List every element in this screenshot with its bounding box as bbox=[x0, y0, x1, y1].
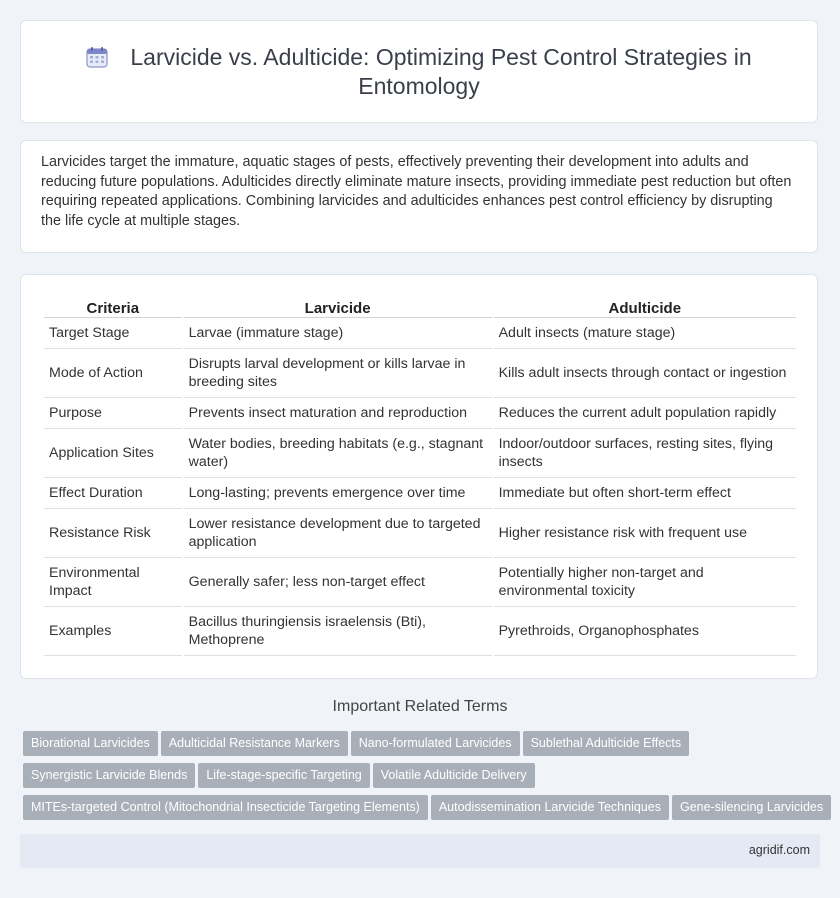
cell-larvicide: Generally safer; less non-target effect bbox=[184, 558, 492, 607]
cell-adulticide: Potentially higher non-target and environmental toxicity bbox=[494, 558, 796, 607]
table-row bbox=[44, 318, 796, 349]
related-term-tag[interactable]: Biorational Larvicides bbox=[23, 731, 158, 756]
intro-paragraph: Larvicides target the immature, aquatic stages of pests, effectively preventing their development into adults and reducing future populations. Adulticides directly eliminate mature insects, providing immediate pest reduction but often requiring repeated applications. Combining larvicides and adulticides enhances pest control efficiency by disrupting the life cycle at multiple stages. bbox=[41, 154, 792, 229]
cell-adulticide: Higher resistance risk with frequent use bbox=[494, 509, 796, 558]
cell-criteria: Application Sites bbox=[44, 429, 182, 478]
cell-adulticide: Adult insects (mature stage) bbox=[494, 318, 796, 349]
related-term-tag[interactable]: Nano-formulated Larvicides bbox=[351, 731, 520, 756]
cell-adulticide: Pyrethroids, Organophosphates bbox=[494, 607, 796, 656]
cell-adulticide: Indoor/outdoor surfaces, resting sites, flying insects bbox=[494, 429, 796, 478]
header-larvicide: Larvicide bbox=[184, 291, 492, 318]
related-term-tag[interactable]: Adulticidal Resistance Markers bbox=[161, 731, 348, 756]
cell-criteria: Mode of Action bbox=[44, 349, 182, 398]
table-row bbox=[44, 349, 796, 398]
cell-criteria: Resistance Risk bbox=[44, 509, 182, 558]
table-header-row bbox=[44, 291, 796, 318]
comparison-card bbox=[20, 274, 818, 679]
related-terms-list bbox=[23, 731, 823, 827]
table-row bbox=[44, 398, 796, 429]
related-term-tag[interactable]: MITEs-targeted Control (Mitochondrial Insecticide Targeting Elements) bbox=[23, 795, 428, 820]
page-title bbox=[21, 43, 817, 101]
cell-criteria: Purpose bbox=[44, 398, 182, 429]
related-term-tag[interactable]: Synergistic Larvicide Blends bbox=[23, 763, 195, 788]
cell-criteria: Effect Duration bbox=[44, 478, 182, 509]
header-criteria: Criteria bbox=[44, 291, 182, 318]
intro-card bbox=[20, 140, 818, 253]
cell-adulticide: Kills adult insects through contact or ingestion bbox=[494, 349, 796, 398]
table-row bbox=[44, 558, 796, 607]
related-terms-heading: Important Related Terms bbox=[332, 698, 508, 715]
cell-larvicide: Disrupts larval development or kills larvae in breeding sites bbox=[184, 349, 492, 398]
table-row bbox=[44, 478, 796, 509]
related-term-tag[interactable]: Gene-silencing Larvicides bbox=[672, 795, 831, 820]
table-row bbox=[44, 429, 796, 478]
cell-criteria: Target Stage bbox=[44, 318, 182, 349]
title-line-2: Entomology bbox=[358, 73, 480, 99]
header-adulticide: Adulticide bbox=[494, 291, 796, 318]
cell-larvicide: Bacillus thuringiensis israelensis (Bti), Methoprene bbox=[184, 607, 492, 656]
related-term-tag[interactable]: Sublethal Adulticide Effects bbox=[523, 731, 690, 756]
footer bbox=[20, 834, 820, 868]
cell-larvicide: Prevents insect maturation and reproduction bbox=[184, 398, 492, 429]
table-row bbox=[44, 607, 796, 656]
comparison-table bbox=[42, 291, 798, 656]
cell-larvicide: Long-lasting; prevents emergence over time bbox=[184, 478, 492, 509]
cell-larvicide: Larvae (immature stage) bbox=[184, 318, 492, 349]
table-row bbox=[44, 509, 796, 558]
cell-adulticide: Immediate but often short-term effect bbox=[494, 478, 796, 509]
cell-larvicide: Lower resistance development due to targeted application bbox=[184, 509, 492, 558]
calendar-icon bbox=[86, 46, 108, 68]
cell-larvicide: Water bodies, breeding habitats (e.g., stagnant water) bbox=[184, 429, 492, 478]
footer-site-link[interactable]: agridif.com bbox=[748, 843, 810, 857]
title-line-1: Larvicide vs. Adulticide: Optimizing Pest Control Strategies in bbox=[130, 44, 752, 70]
header-card bbox=[20, 20, 818, 123]
related-term-tag[interactable]: Volatile Adulticide Delivery bbox=[373, 763, 535, 788]
related-term-tag[interactable]: Life-stage-specific Targeting bbox=[198, 763, 369, 788]
cell-adulticide: Reduces the current adult population rapidly bbox=[494, 398, 796, 429]
cell-criteria: Environmental Impact bbox=[44, 558, 182, 607]
cell-criteria: Examples bbox=[44, 607, 182, 656]
related-term-tag[interactable]: Autodissemination Larvicide Techniques bbox=[431, 795, 669, 820]
